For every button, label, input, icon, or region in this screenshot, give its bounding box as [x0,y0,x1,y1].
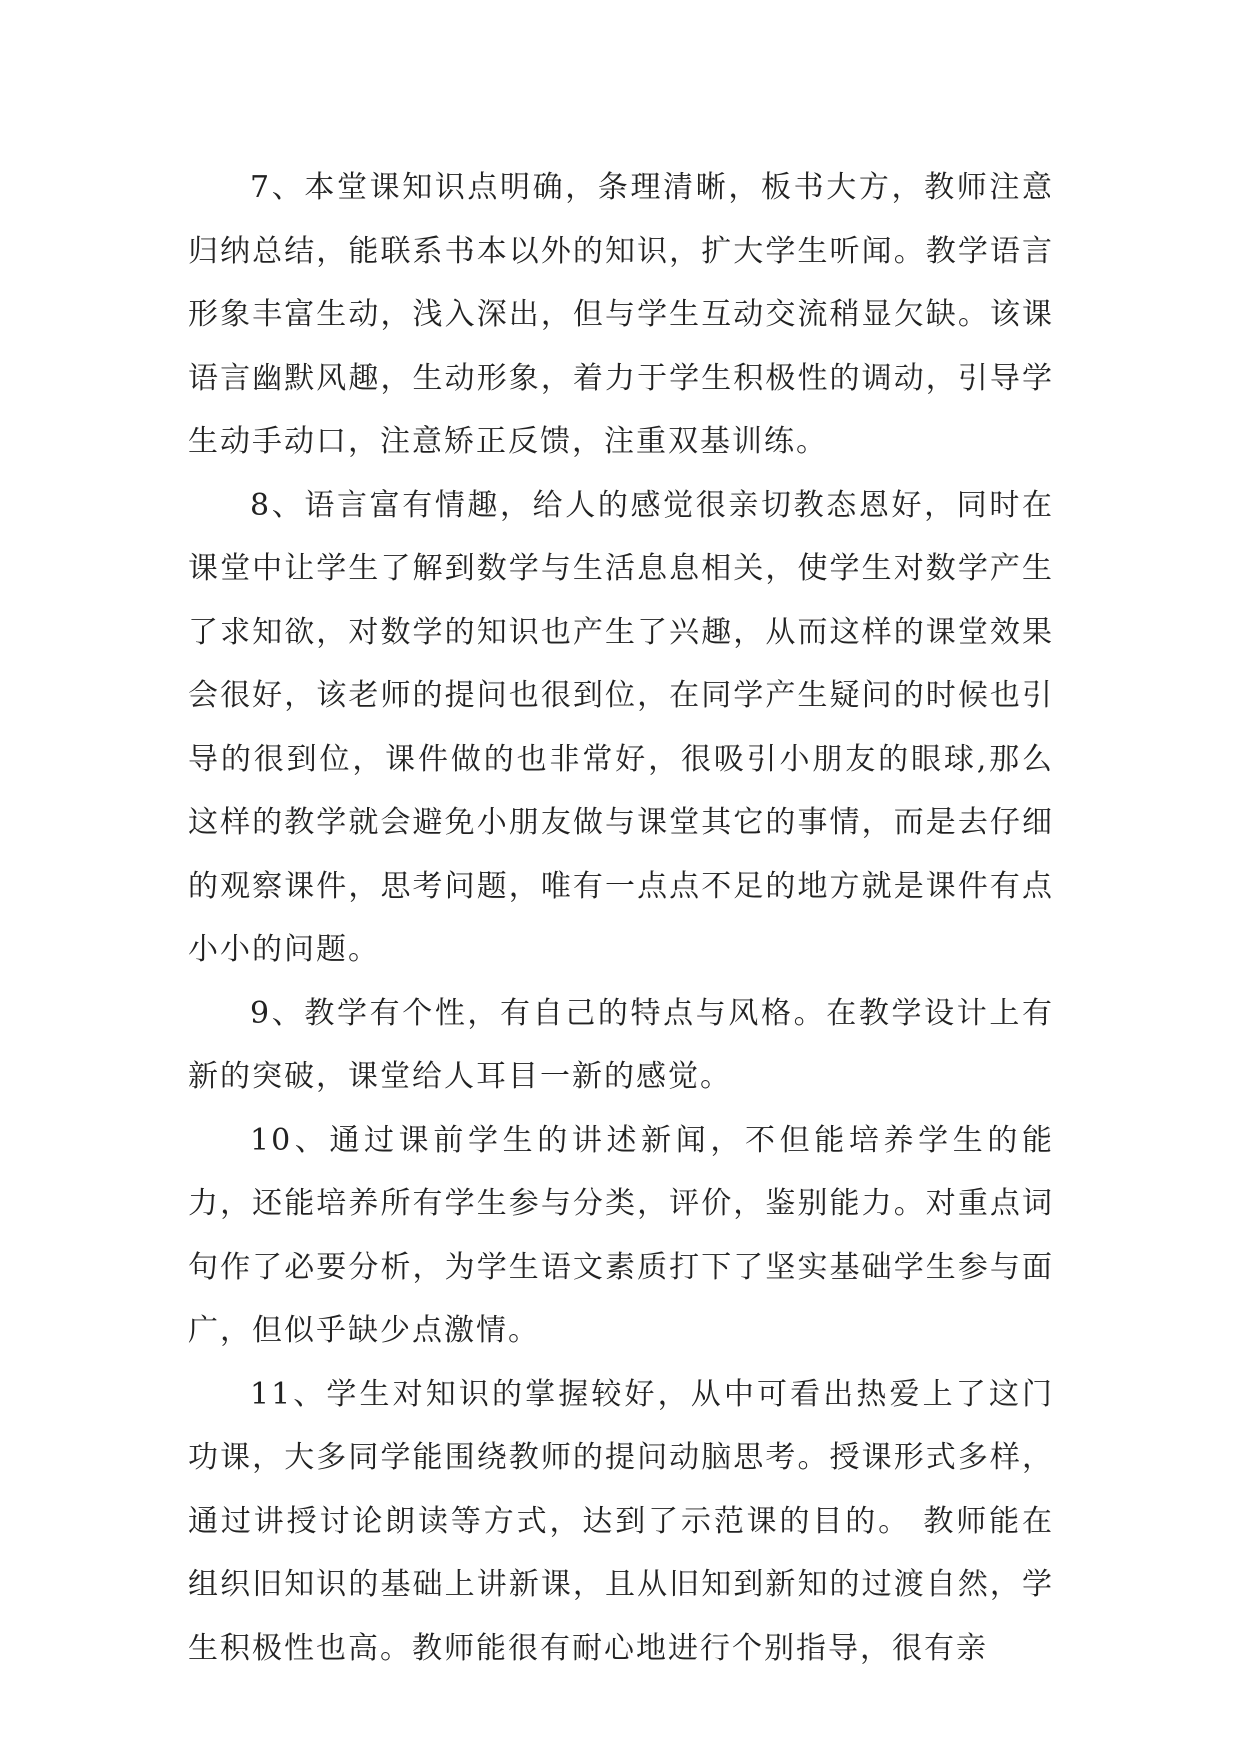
paragraph-9: 9、教学有个性，有自己的特点与风格。在教学设计上有新的突破，课堂给人耳目一新的感觉。 [188,995,1054,1094]
paragraph-8: 8、语言富有情趣，给人的感觉很亲切教态恩好，同时在课堂中让学生了解到数学与生活息息相关，使学生对数学产生了求知欲，对数学的知识也产生了兴趣，从而这样的课堂效果会很好，该老师的提问也很到位，在同学产生疑问的时候也引导的很到位，课件做的也非常好，很吸引小朋友的眼球,那么这样的教学就会避免小朋友做与课堂其它的事情，而是去仔细的观察课件，思考问题，唯有一点点不足的地方就是课件有点小小的问题。 [188,487,1054,967]
paragraph-7: 7、本堂课知识点明确，条理清晰，板书大方，教师注意归纳总结，能联系书本以外的知识，扩大学生听闻。教学语言形象丰富生动，浅入深出，但与学生互动交流稍显欠缺。该课语言幽默风趣，生动形象，着力于学生积极性的调动，引导学生动手动口，注意矫正反馈，注重双基训练。 [188,170,1054,459]
paragraph-11: 11、学生对知识的掌握较好，从中可看出热爱上了这门功课，大多同学能围绕教师的提问动脑思考。授课形式多样，通过讲授讨论朗读等方式，达到了示范课的目的。 教师能在组织旧知识的基础上讲新课，且从旧知到新知的过渡自然，学生积极性也高。教师能很有耐心地进行个别指导，很有亲 [188,1376,1054,1666]
paragraph-10: 10、通过课前学生的讲述新闻，不但能培养学生的能力，还能培养所有学生参与分类，评价，鉴别能力。对重点词句作了必要分析，为学生语文素质打下了坚实基础学生参与面广，但似乎缺少点激情。 [188,1122,1054,1348]
document-body [188,156,1054,1680]
